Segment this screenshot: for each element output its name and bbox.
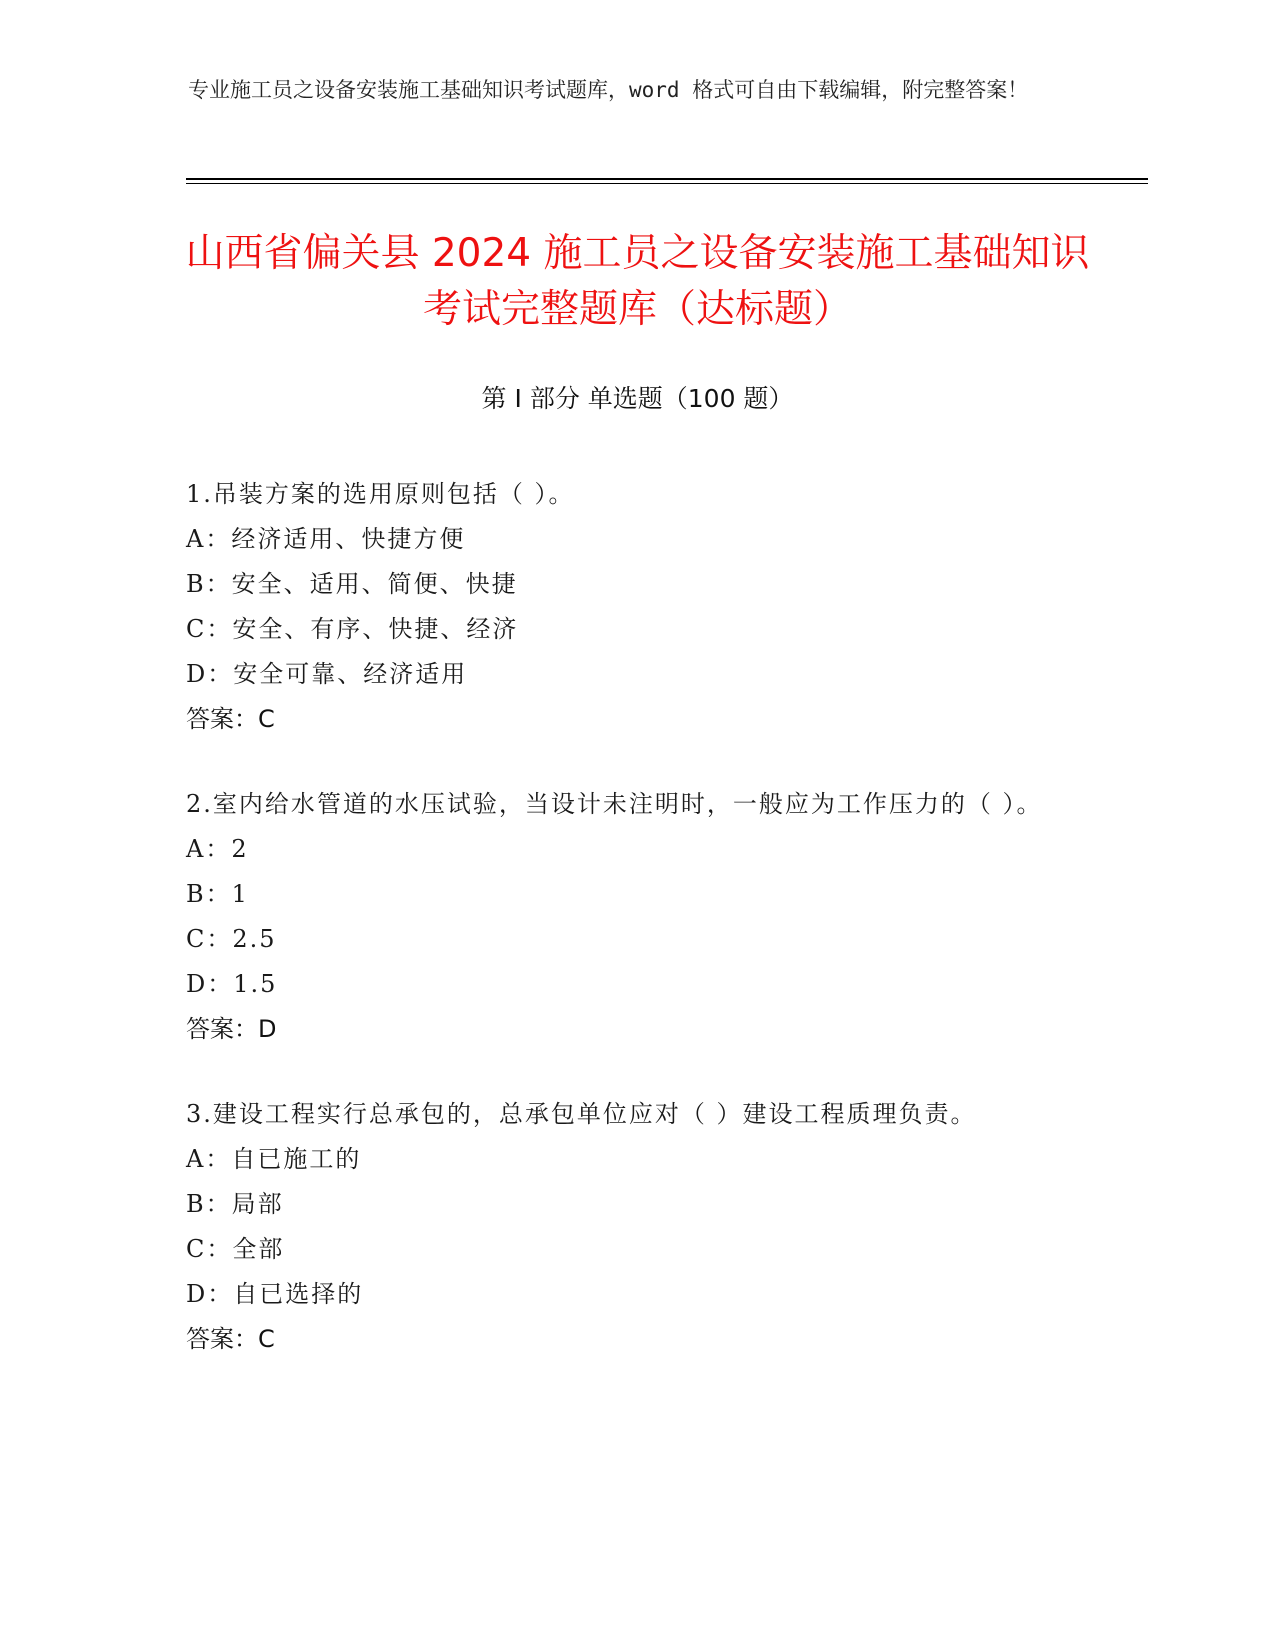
option-b: B：1 xyxy=(186,880,249,908)
answer: 答案：D xyxy=(186,1015,277,1043)
question-list xyxy=(186,472,1066,1402)
question-1 xyxy=(186,472,1066,742)
option-b: B：局部 xyxy=(186,1190,284,1218)
option-d: D：自已选择的 xyxy=(186,1280,364,1308)
answer: 答案：C xyxy=(186,1325,275,1353)
option-a: A：2 xyxy=(186,835,249,863)
question-stem: 3.建设工程实行总承包的，总承包单位应对（ ）建设工程质理负责。 xyxy=(186,1100,977,1128)
question-stem: 1.吊装方案的选用原则包括（ ）。 xyxy=(186,480,575,508)
option-b: B：安全、适用、简便、快捷 xyxy=(186,570,518,598)
question-stem: 2.室内给水管道的水压试验，当设计未注明时，一般应为工作压力的（ ）。 xyxy=(186,790,1043,818)
document-title: 山西省偏关县 2024 施工员之设备安装施工基础知识考试完整题库（达标题） xyxy=(185,231,1090,332)
option-c: C：全部 xyxy=(186,1235,285,1263)
option-d: D：安全可靠、经济适用 xyxy=(186,660,468,688)
header-note: 专业施工员之设备安装施工基础知识考试题库，word 格式可自由下载编辑，附完整答案！ xyxy=(188,78,1029,102)
option-a: A：经济适用、快捷方便 xyxy=(186,525,466,553)
option-c: C：2.5 xyxy=(186,925,277,953)
question-2 xyxy=(186,782,1066,1052)
option-d: D：1.5 xyxy=(186,970,278,998)
header-rule-thin xyxy=(186,183,1148,184)
option-c: C：安全、有序、快捷、经济 xyxy=(186,615,519,643)
header-rule-thick xyxy=(186,178,1148,180)
section-heading: 第 I 部分 单选题（100 题） xyxy=(481,384,794,413)
option-a: A：自已施工的 xyxy=(186,1145,362,1173)
answer: 答案：C xyxy=(186,705,275,733)
question-3 xyxy=(186,1092,1066,1362)
